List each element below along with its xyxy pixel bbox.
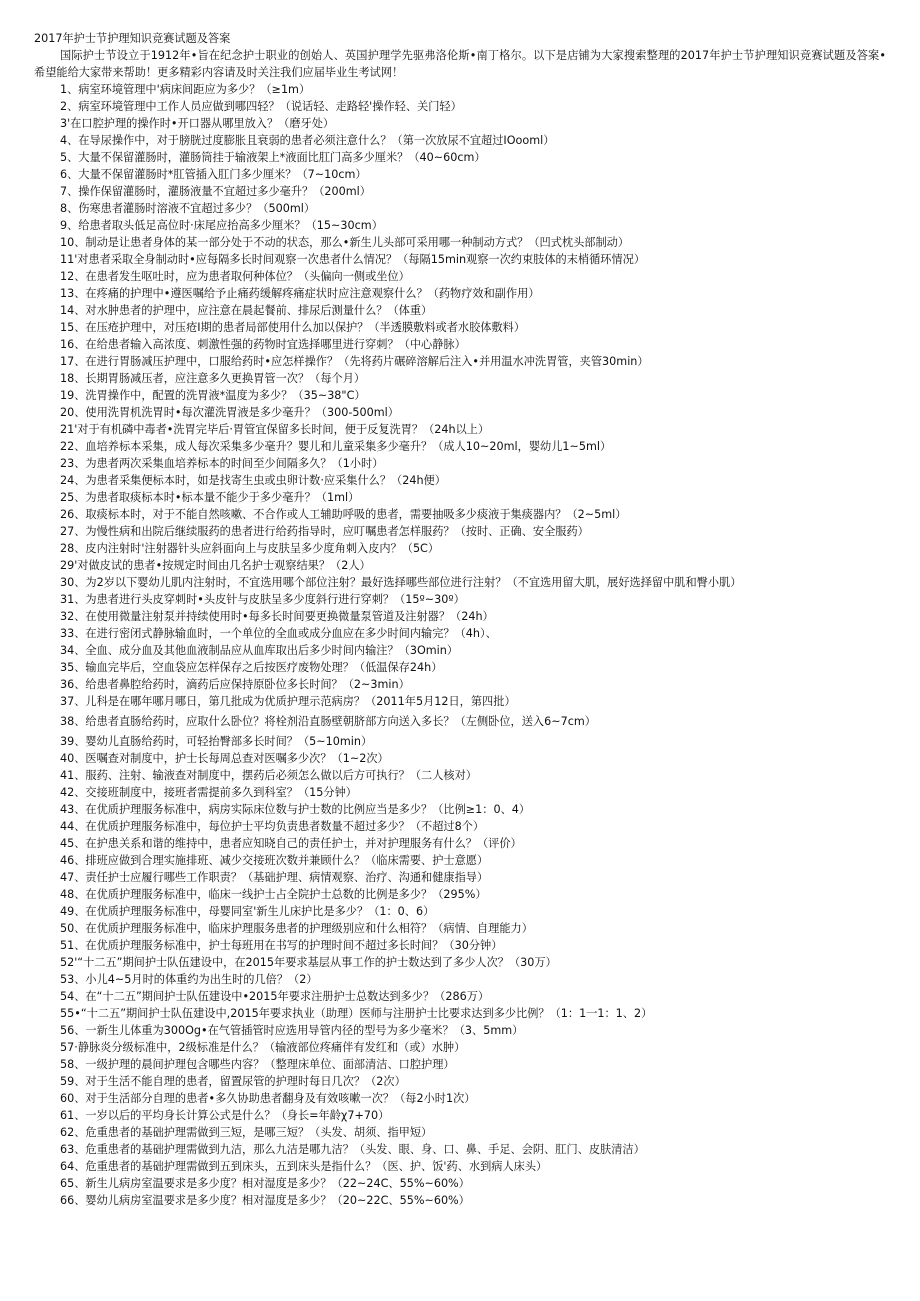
question-item: 63、危重患者的基础护理需做到九洁，那么九洁是哪九洁？（头发、眼、身、口、鼻、手足、会阴、肛门、皮肤清洁） bbox=[60, 1143, 645, 1156]
question-item: 23、为患者两次采集血培养标本的时间至少间隔多久？（1小时） bbox=[60, 457, 384, 470]
question-item: 40、医嘱查对制度中，护士长每周总查对医嘱多少次？（1~2次） bbox=[60, 752, 389, 765]
question-item: 45、在护患关系和谐的维持中，患者应知晓自己的责任护士，并对护理服务有什么？（评价） bbox=[60, 837, 522, 850]
question-item: 4、在导尿操作中，对于膀胱过度膨胀且衰弱的患者必须注意什么？（第一次放尿不宜超过IOooml） bbox=[60, 134, 555, 147]
question-item: 8、伤寒患者灌肠时溶液不宜超过多少？（500ml） bbox=[60, 202, 316, 215]
question-item: 24、为患者采集便标本时，如是找寄生虫或虫卵计数·应采集什么？（24h便） bbox=[60, 474, 446, 487]
question-item: 36、给患者鼻腔给药时，滴药后应保持原卧位多长时间？（2~3min） bbox=[60, 678, 410, 691]
question-item: 35、输血完毕后，空血袋应怎样保存之后按医疗废物处理？（低温保存24h） bbox=[60, 661, 443, 674]
question-item: 58、一级护理的晨间护理包含哪些内容？（整理床单位、面部清洁、口腔护理） bbox=[60, 1058, 455, 1071]
question-item: 27、为慢性病和出院后继续服药的患者进行给药指导时，应叮嘱患者怎样服药？（按时、正确、安全服药） bbox=[60, 525, 589, 538]
question-item: 38、给患者直肠给药时，应取什么卧位？将栓剂沿直肠壁朝脐部方向送入多长？（左侧卧位，送入6~7cm） bbox=[60, 715, 596, 728]
question-item: 12、在患者发生呕吐时，应为患者取何种体位？（头偏向一侧或坐位） bbox=[60, 270, 410, 283]
question-item: 59、对于生活不能自理的患者，留置尿管的护理时每日几次？（2次） bbox=[60, 1075, 406, 1088]
question-item: 10、制动是让患者身体的某一部分处于不动的状态，那么•新生儿头部可采用哪一种制动方式？（凹式枕头部制动） bbox=[60, 236, 630, 249]
intro-paragraph: 国际护士节设立于1912年•旨在纪念护士职业的创始人、英国护理学先驱弗洛伦斯•南丁格尔。以下是店铺为大家搜索整理的2017年护士节护理知识竞赛试题及答案•希望能给大家带来帮助！更多精彩内容请及时关注我们应届毕业生考试网！ bbox=[34, 49, 886, 79]
question-item: 42、交接班制度中，接班者需提前多久到科室？（15分钟） bbox=[60, 786, 357, 799]
question-item: 21'对于有机磷中毒者•洗胃完毕后·胃管宜保留多长时间，便于反复洗胃？（24h以上） bbox=[60, 423, 490, 436]
question-item: 30、为2岁以下婴幼儿肌内注射时，不宜选用哪个部位注射？最好选择哪些部位进行注射？（不宜选用留大肌，展好选择留中肌和臀小肌） bbox=[60, 576, 742, 589]
question-item: 5、大量不保留灌肠时，灌肠筒挂于输液架上*液面比肛门高多少厘米？（40~60cm） bbox=[60, 151, 486, 164]
question-item: 26、取痰标本时，对于不能自然咳嗽、不合作或人工辅助呼吸的患者，需要抽吸多少痰液于集痰器内？（2~5ml） bbox=[60, 508, 627, 521]
question-item: 33、在进行密闭式静脉输血时，一个单位的全血或成分血应在多少时间内输完？（4h）、 bbox=[60, 627, 497, 640]
question-item: 49、在优质护理服务标准中，母婴同室'新生儿床护比是多少？（1：0、6） bbox=[60, 905, 435, 918]
question-item: 20、使用洗胃机洗胃时•每次灌洗胃液是多少毫升？（300-500ml） bbox=[60, 406, 399, 419]
question-item: 25、为患者取痰标本时•标本量不能少于多少毫升？（1ml） bbox=[60, 491, 360, 504]
question-item: 47、责任护士应履行哪些工作职责？（基础护理、病情观察、治疗、沟通和健康指导） bbox=[60, 871, 489, 884]
question-item: 66、婴幼儿病房室温要求是多少度？相对湿度是多少？（20~22C、55%~60%） bbox=[60, 1194, 470, 1207]
question-item: 48、在优质护理服务标准中，临床一线护士占全院护士总数的比例是多少？（295%） bbox=[60, 888, 487, 901]
question-item: 9、给患者取头低足高位时·床尾应抬高多少厘米？（15~30cm） bbox=[60, 219, 383, 232]
question-item: 32、在使用微量注射泵并持续使用时•每多长时间要更换微量泵管道及注射器？（24h） bbox=[60, 610, 494, 623]
question-item: 43、在优质护理服务标准中，病房实际床位数与护士数的比例应当是多少？（比例≥1：0、4） bbox=[60, 803, 531, 816]
question-item: 3'在口腔护理的操作时•开口器从哪里放入？（磨牙处） bbox=[60, 117, 335, 130]
question-item: 1、病室环境管理中'病床间距应为多少？（≥1m） bbox=[60, 83, 311, 96]
question-item: 44、在优质护理服务标准中，每位护士平均负责患者数量不超过多少？（不超过8个） bbox=[60, 820, 485, 833]
question-item: 62、危重患者的基础护理需做到三短，是哪三短？（头发、胡须、指甲短） bbox=[60, 1126, 433, 1139]
question-item: 55•“十二五”期间护士队伍建设中,2015年要求执业（助理）医师与注册护士比要求达到多少比例？（1：1一1：1、2） bbox=[60, 1007, 653, 1020]
question-item: 34、全血、成分血及其他血液制品应从血库取出后多少时间内输注？（3Omin） bbox=[60, 644, 459, 657]
question-item: 37、儿科是在哪年哪月哪日，第几批成为优质护理示范病房？（2011年5月12日，第四批） bbox=[60, 695, 516, 708]
question-item: 56、一新生儿体重为300Og•在气管插管时应选用导管内径的型号为多少毫米？（3、5mm） bbox=[60, 1024, 524, 1037]
question-item: 57·静脉炎分级标准中，2级标准是什么？（输液部位疼痛伴有发红和（或）水肿） bbox=[60, 1041, 466, 1054]
question-list bbox=[34, 81, 886, 1209]
document-page bbox=[34, 30, 886, 1209]
question-item: 41、服药、注射、输液查对制度中，摆药后必须怎么做以后方可执行？（二人核对） bbox=[60, 769, 477, 782]
question-item: 29'对做皮试的患者•按规定时间由几名护士观察结果？（2人） bbox=[60, 559, 371, 572]
question-item: 46、排班应做到合理实施排班、减少交接班次数并兼顾什么？（临床需要、护士意愿） bbox=[60, 854, 489, 867]
question-item: 15、在压疮护理中，对压疮I期的患者局部使用什么加以保护？（半透膜敷料或者水胶体敷料） bbox=[60, 321, 526, 334]
question-item: 61、一岁以后的平均身长计算公式是什么？（身长=年龄χ7+70） bbox=[60, 1109, 390, 1122]
question-item: 13、在疼痛的护理中•遵医嘱给予止痛药缓解疼痛症状时应注意观察什么？（药物疗效和副作用） bbox=[60, 287, 540, 300]
question-item: 52'“十二五”期间护士队伍建设中，在2015年要求基层从事工作的护士数达到了多少人次？（30万） bbox=[60, 956, 557, 969]
question-item: 18、长期胃肠减压者，应注意多久更换胃管一次？（每个月） bbox=[60, 372, 366, 385]
question-item: 17、在进行胃肠减压护理中，口服给药时•应怎样操作？（先将药片碾碎溶解后注入•并用温水冲洗胃管，夹管30min） bbox=[60, 355, 649, 368]
question-item: 28、皮内注射时'注射器针头应斜面向上与皮肤呈多少度角刺入皮内？（5C） bbox=[60, 542, 440, 555]
question-item: 14、对水肿患者的护理中，应注意在晨起餐前、排尿后测量什么？（体重） bbox=[60, 304, 433, 317]
question-item: 54、在“十二五”期间护士队伍建设中•2015年要求注册护士总数达到多少？（286万） bbox=[60, 990, 490, 1003]
question-item: 2、病室环境管理中工作人员应做到哪四轻？（说话轻、走路轻'操作轻、关门轻） bbox=[60, 100, 462, 113]
question-item: 65、新生儿病房室温要求是多少度？相对湿度是多少？（22~24C、55%~60%） bbox=[60, 1177, 470, 1190]
question-item: 11'对患者采取全身制动时•应每隔多长时间观察一次患者什么情况？（每隔15min观察一次约束肢体的末梢循环情况） bbox=[60, 253, 646, 266]
question-item: 16、在给患者输入高浓度、刺激性强的药物时宜选择哪里进行穿刺？（中心静脉） bbox=[60, 338, 466, 351]
question-item: 7、操作保留灌肠时，灌肠液量不宜超过多少毫升？（200ml） bbox=[60, 185, 371, 198]
question-item: 39、婴幼儿直肠给药时，可轻抬臀部多长时间？（5~10min） bbox=[60, 735, 373, 748]
question-item: 31、为患者进行头皮穿刺时•头皮针与皮肤呈多少度斜行进行穿刺？（15º~30º） bbox=[60, 593, 465, 606]
document-title: 2017年护士节护理知识竞赛试题及答案 bbox=[34, 32, 231, 45]
question-item: 50、在优质护理服务标准中，临床护理服务患者的护理级别应和什么相符？（病情、自理能力） bbox=[60, 922, 533, 935]
question-item: 22、血培养标本采集，成人每次采集多少毫升？婴儿和儿童采集多少毫升？（成人10~20ml，婴幼儿1~5ml） bbox=[60, 440, 612, 453]
question-item: 6、大量不保留灌肠时*肛管插入肛门多少厘米？（7~10cm） bbox=[60, 168, 367, 181]
question-item: 60、对于生活部分自理的患者•多久协助患者翻身及有效咳嗽一次？（每2小时1次） bbox=[60, 1092, 476, 1105]
question-item: 19、洗胃操作中，配置的洗胃液*温度为多少？（35~38"C） bbox=[60, 389, 366, 402]
question-item: 51、在优质护理服务标准中，护士每班用在书写的护理时间不超过多长时间？（30分钟） bbox=[60, 939, 503, 952]
question-item: 64、危重患者的基础护理需做到五到床头，五到床头是指什么？（医、护、饭'药、水到病人床头） bbox=[60, 1160, 548, 1173]
question-item: 53、小儿4~5月时的体重约为出生时的几倍？（2） bbox=[60, 973, 318, 986]
